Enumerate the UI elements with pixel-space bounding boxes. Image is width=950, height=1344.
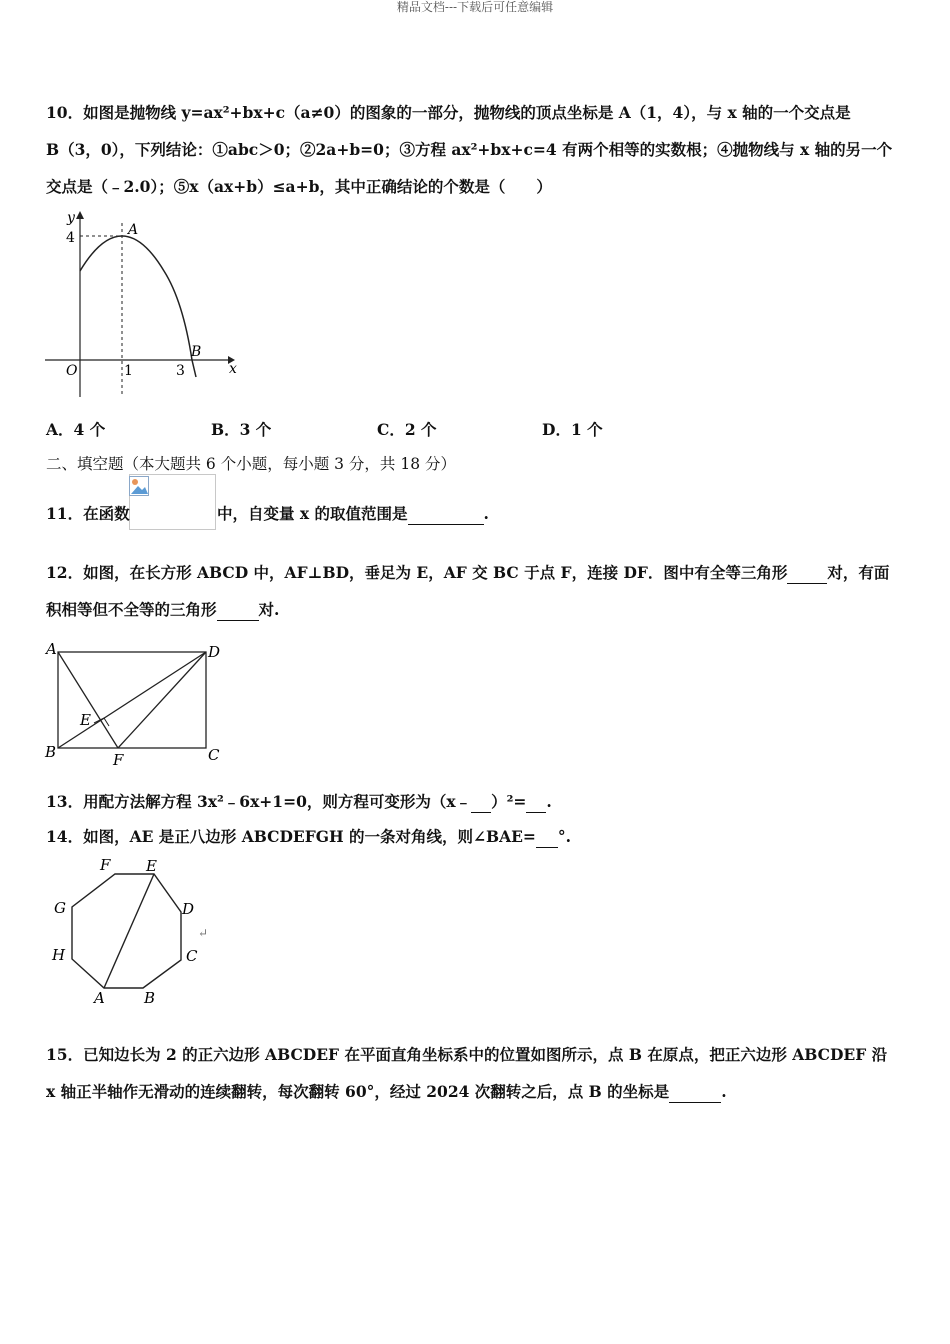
q12-line-1-end: 对，有面 <box>827 563 890 582</box>
q13-blank-2[interactable] <box>526 792 546 813</box>
x-tick-1: 1 <box>124 363 133 379</box>
option-a: A．4 个 <box>46 420 106 439</box>
q14-text-b: °. <box>557 827 572 846</box>
q13-text-b: ）²= <box>491 792 527 811</box>
q13-text-a: 13．用配方法解方程 3x²﹣6x+1=0，则方程可变形为（x﹣ <box>46 792 472 811</box>
label-b: B <box>45 743 57 761</box>
q12-line-1 <box>46 563 889 584</box>
q14-line <box>46 827 571 848</box>
label-h: H <box>52 946 66 964</box>
label-c: C <box>208 746 220 764</box>
label-e: E <box>146 857 157 875</box>
q15-line-1: 15．已知边长为 2 的正六边形 ABCDEF 在平面直角坐标系中的位置如图所示，点 B 在原点，把正六边形 ABCDEF 沿 <box>46 1045 888 1064</box>
x-axis-label: x <box>229 361 237 377</box>
q11-prefix: 11．在函数 <box>46 504 130 523</box>
q10-line-1: 10．如图是抛物线 y=ax²+bx+c（a≠0）的图象的一部分，抛物线的顶点坐标是 A（1，4），与 x 轴的一个交点是 <box>46 103 851 122</box>
section-2-title: 二、填空题（本大题共 6 个小题，每小题 3 分，共 18 分） <box>46 455 457 473</box>
segment-af <box>58 652 118 748</box>
y-axis-arrow <box>76 211 84 219</box>
x-tick-3: 3 <box>176 363 185 379</box>
q12-line-2-end: 对. <box>258 600 280 619</box>
q12-line-1-text: 12．如图，在长方形 ABCD 中，AF⊥BD，垂足为 E，AF 交 BC 于点 F，连接 DF．图中有全等三角形 <box>46 563 788 582</box>
parabola-graph <box>40 205 240 405</box>
q14-text-a: 14．如图，AE 是正八边形 ABCDEFGH 的一条对角线，则∠BAE= <box>46 827 536 846</box>
regular-octagon <box>72 874 181 988</box>
origin-label: O <box>66 363 78 379</box>
label-c: C <box>186 947 198 965</box>
q14-blank[interactable] <box>536 827 558 848</box>
page-header: 精品文档---下载后可任意编辑 <box>396 0 554 14</box>
parabola-curve <box>80 236 196 377</box>
q15-line-2-end: . <box>721 1082 727 1101</box>
q11-text <box>217 504 489 525</box>
q13-text-c: . <box>546 792 552 811</box>
q12-blank-2[interactable] <box>217 600 259 621</box>
q12-line-2-text: 积相等但不全等的三角形 <box>46 600 217 619</box>
point-a-label: A <box>128 222 139 238</box>
q10-line-2: B（3，0），下列结论：①abc＞0；②2a+b=0；③方程 ax²+bx+c=4 有两个相等的实数根；④抛物线与 x 轴的另一个 <box>46 140 893 159</box>
broken-image-icon <box>129 476 149 496</box>
q10-line-3: 交点是（﹣2.0）；⑤x（ax+b）≤a+b，其中正确结论的个数是（ ） <box>46 177 552 196</box>
q15-line-2-text: x 轴正半轴作无滑动的连续翻转，每次翻转 60°，经过 2024 次翻转之后，点 B 的坐标是 <box>46 1082 670 1101</box>
q12-blank-1[interactable] <box>787 563 827 584</box>
rectangle-figure <box>40 638 230 770</box>
label-a: A <box>94 989 105 1007</box>
q11-suffix: 中，自变量 x 的取值范围是 <box>217 504 408 523</box>
option-c: C．2 个 <box>377 420 437 439</box>
y-axis-label: y <box>67 210 75 226</box>
octagon-figure <box>40 855 215 1010</box>
label-a: A <box>46 640 57 658</box>
q15-blank[interactable] <box>669 1082 721 1103</box>
option-b: B．3 个 <box>211 420 272 439</box>
point-b-label: B <box>191 344 202 360</box>
label-d: D <box>208 643 221 661</box>
q13-line <box>46 792 552 813</box>
label-f: F <box>100 856 111 874</box>
return-mark: ↵ <box>198 926 209 940</box>
q15-line-2 <box>46 1082 727 1103</box>
q12-line-2 <box>46 600 279 621</box>
label-e: E <box>80 711 91 729</box>
label-d: D <box>182 900 195 918</box>
q11-answer-blank[interactable] <box>408 504 484 525</box>
label-g: G <box>54 899 66 917</box>
option-d: D．1 个 <box>542 420 603 439</box>
label-b: B <box>144 989 156 1007</box>
y-tick-4: 4 <box>66 230 75 246</box>
diagonal-ae <box>104 874 154 988</box>
q13-blank-1[interactable] <box>471 792 491 813</box>
label-f: F <box>113 751 124 769</box>
q11-end: . <box>483 504 489 523</box>
